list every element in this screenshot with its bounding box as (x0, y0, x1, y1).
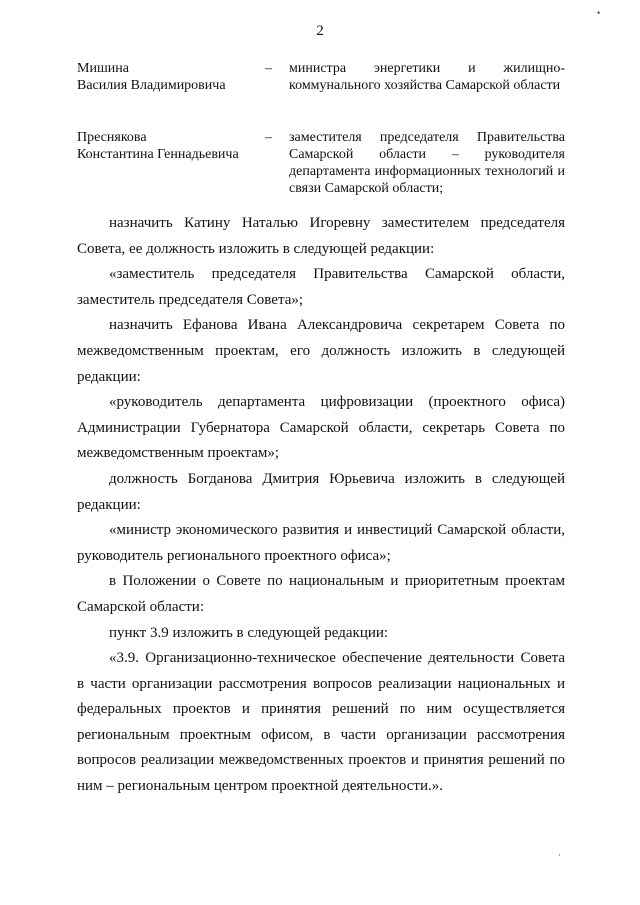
member-name: Мишина Василия Владимировича (77, 61, 226, 93)
paragraph: пункт 3.9 изложить в следующей редакции: (109, 624, 389, 641)
member-dash: – (265, 130, 272, 145)
member-name: Преснякова Константина Геннадьевича (77, 130, 239, 162)
paragraph: назначить Ефанова Ивана Александровича секретарем Совета по межведомственным проектам, его должность изложить в следующей редакции: (77, 317, 565, 385)
member-role: министра энергетики и жилищно-коммунального хозяйства Самарской области (289, 61, 565, 93)
paragraph: должность Богданова Дмитрия Юрьевича изложить в следующей редакции: (77, 470, 565, 513)
paragraph: «руководитель департамента цифровизации (проектного офиса) Администрации Губернатора Самарской области, секретарь Совета по межведомственным проектам»; (77, 394, 565, 462)
paragraph: «министр экономического развития и инвестиций Самарской области, руководитель регионального проектного офиса»; (77, 522, 565, 564)
member-role: заместителя председателя Правительства Самарской области – руководителя департамента информационных технологий и связи Самарской области; (289, 130, 565, 196)
member-dash: – (265, 61, 272, 76)
paragraph: назначить Катину Наталью Игоревну заместителем председателя Совета, ее должность изложить в следующей редакции: (77, 215, 565, 257)
scan-speck: • (597, 8, 601, 18)
page-number: 2 (316, 23, 324, 39)
paragraph: в Положении о Совете по национальным и приоритетным проектам Самарской области: (77, 573, 565, 615)
document-body (77, 211, 565, 800)
paragraph: «заместитель председателя Правительства Самарской области, заместитель председателя Совета»; (77, 266, 565, 308)
paragraph: «3.9. Организационно-техническое обеспечение деятельности Совета в части организации рассмотрения вопросов реализации национальных и федеральных проектов и принятия решений по ним осуществляется региональным проектным офисом, в части организации рассмотрения вопросов реализации межведомственных проектов и принятия решений по ним – региональным центром проектной деятельности.». (77, 650, 565, 795)
scan-speck: · (558, 850, 561, 860)
